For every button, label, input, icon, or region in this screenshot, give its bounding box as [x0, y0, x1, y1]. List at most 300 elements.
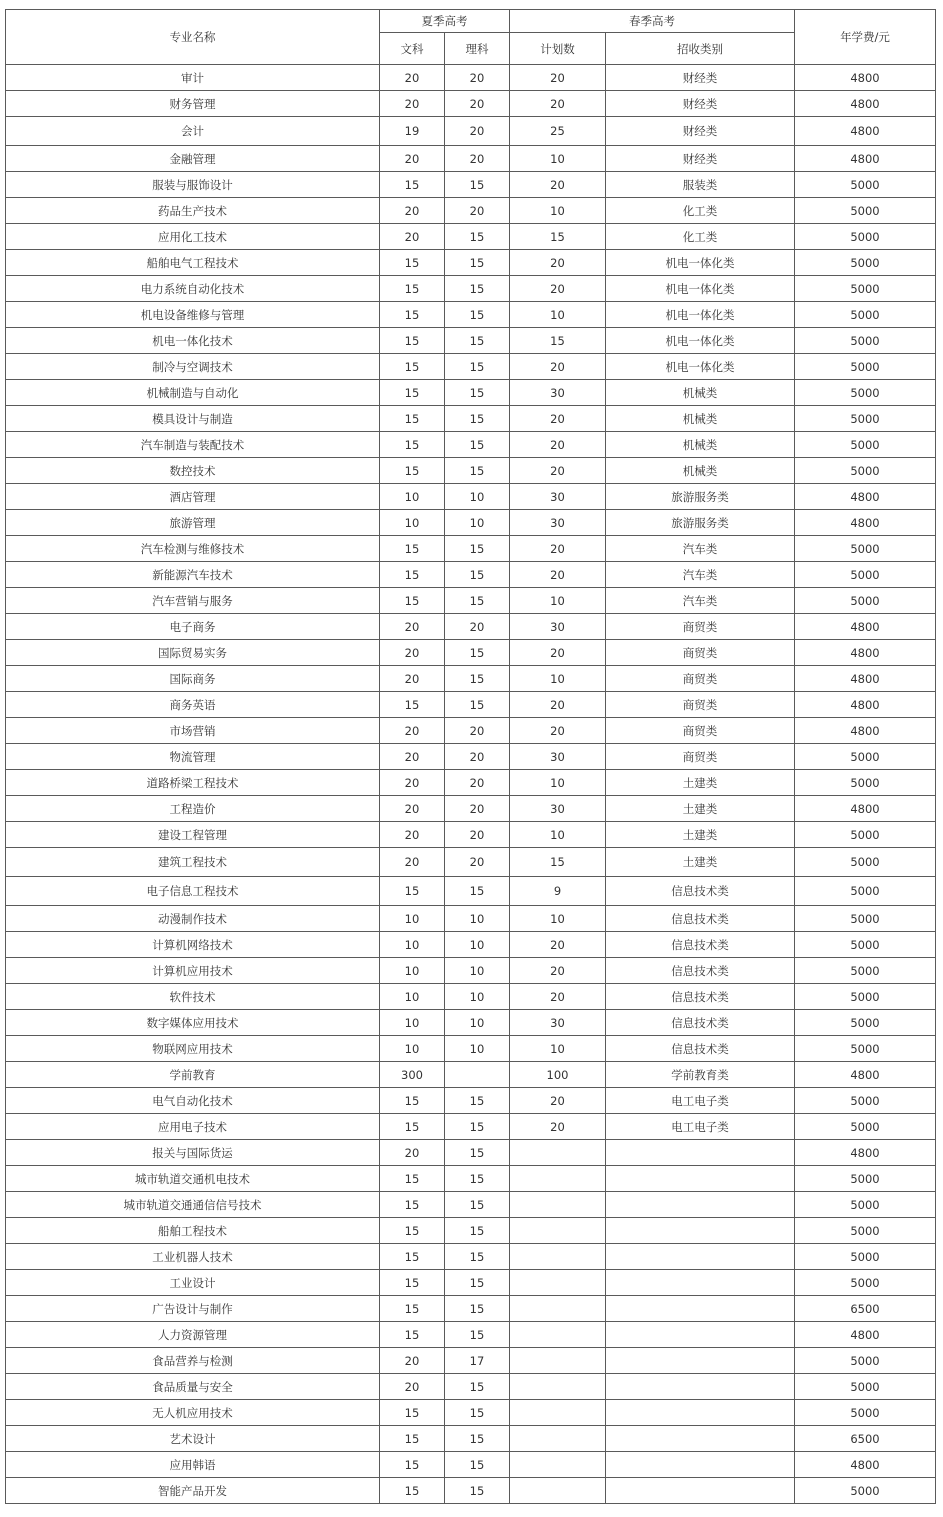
summer-arts-cell: 300	[380, 1062, 445, 1088]
major-cell: 数控技术	[6, 458, 380, 484]
table-row	[6, 614, 936, 640]
summer-science-cell: 20	[445, 744, 510, 770]
summer-arts-cell: 10	[380, 932, 445, 958]
spring-plan-cell: 10	[510, 770, 606, 796]
major-cell: 计算机网络技术	[6, 932, 380, 958]
table-row	[6, 770, 936, 796]
spring-category-cell: 机电一体化类	[606, 328, 795, 354]
spring-category-cell	[606, 1348, 795, 1374]
major-cell: 城市轨道交通机电技术	[6, 1166, 380, 1192]
table-row	[6, 1270, 936, 1296]
annual-fee-cell: 4800	[795, 614, 936, 640]
major-cell: 建筑工程技术	[6, 848, 380, 877]
table-row	[6, 198, 936, 224]
major-cell: 电子信息工程技术	[6, 877, 380, 906]
spring-category-cell: 化工类	[606, 198, 795, 224]
spring-plan-cell: 9	[510, 877, 606, 906]
spring-category-cell: 财经类	[606, 65, 795, 91]
spring-category-cell: 信息技术类	[606, 984, 795, 1010]
spring-category-cell: 学前教育类	[606, 1062, 795, 1088]
summer-science-cell: 10	[445, 1036, 510, 1062]
spring-category-cell: 商贸类	[606, 692, 795, 718]
table-row	[6, 65, 936, 91]
annual-fee-cell: 5000	[795, 770, 936, 796]
header-annual-fee: 年学费/元	[795, 10, 936, 65]
spring-category-cell: 汽车类	[606, 536, 795, 562]
annual-fee-cell: 4800	[795, 1452, 936, 1478]
major-cell: 新能源汽车技术	[6, 562, 380, 588]
summer-science-cell: 10	[445, 958, 510, 984]
spring-category-cell: 信息技术类	[606, 1010, 795, 1036]
header-category: 招收类别	[606, 33, 795, 65]
spring-plan-cell: 25	[510, 117, 606, 146]
spring-category-cell	[606, 1426, 795, 1452]
summer-science-cell: 15	[445, 1296, 510, 1322]
spring-plan-cell	[510, 1322, 606, 1348]
summer-science-cell: 15	[445, 1374, 510, 1400]
summer-science-cell: 15	[445, 1244, 510, 1270]
summer-arts-cell: 20	[380, 91, 445, 117]
summer-arts-cell: 20	[380, 718, 445, 744]
header-row-1	[6, 10, 936, 33]
summer-arts-cell: 15	[380, 1452, 445, 1478]
table-row	[6, 302, 936, 328]
summer-science-cell: 15	[445, 1088, 510, 1114]
spring-category-cell: 旅游服务类	[606, 484, 795, 510]
spring-plan-cell: 20	[510, 1088, 606, 1114]
spring-plan-cell	[510, 1426, 606, 1452]
table-row	[6, 250, 936, 276]
table-row	[6, 1348, 936, 1374]
header-major: 专业名称	[6, 10, 380, 65]
summer-arts-cell: 10	[380, 510, 445, 536]
annual-fee-cell: 4800	[795, 718, 936, 744]
major-cell: 审计	[6, 65, 380, 91]
summer-arts-cell: 15	[380, 1192, 445, 1218]
spring-category-cell	[606, 1452, 795, 1478]
summer-arts-cell: 20	[380, 666, 445, 692]
summer-science-cell: 15	[445, 1452, 510, 1478]
summer-science-cell: 20	[445, 146, 510, 172]
major-cell: 计算机应用技术	[6, 958, 380, 984]
spring-plan-cell: 10	[510, 198, 606, 224]
major-cell: 药品生产技术	[6, 198, 380, 224]
annual-fee-cell: 4800	[795, 796, 936, 822]
spring-category-cell: 汽车类	[606, 562, 795, 588]
table-row	[6, 1478, 936, 1504]
summer-arts-cell: 20	[380, 796, 445, 822]
major-cell: 工业设计	[6, 1270, 380, 1296]
summer-science-cell: 10	[445, 906, 510, 932]
major-cell: 酒店管理	[6, 484, 380, 510]
spring-plan-cell: 20	[510, 984, 606, 1010]
summer-science-cell: 10	[445, 932, 510, 958]
major-cell: 机电设备维修与管理	[6, 302, 380, 328]
table-row	[6, 877, 936, 906]
major-cell: 动漫制作技术	[6, 906, 380, 932]
table-row	[6, 848, 936, 877]
major-cell: 船舶电气工程技术	[6, 250, 380, 276]
table-row	[6, 276, 936, 302]
major-cell: 商务英语	[6, 692, 380, 718]
annual-fee-cell: 5000	[795, 1244, 936, 1270]
table-row	[6, 1166, 936, 1192]
table-row	[6, 1296, 936, 1322]
spring-plan-cell: 20	[510, 692, 606, 718]
major-cell: 道路桥梁工程技术	[6, 770, 380, 796]
annual-fee-cell: 4800	[795, 65, 936, 91]
table-row	[6, 1426, 936, 1452]
summer-science-cell: 15	[445, 380, 510, 406]
summer-science-cell: 15	[445, 1140, 510, 1166]
summer-arts-cell: 15	[380, 1114, 445, 1140]
table-row	[6, 1322, 936, 1348]
summer-arts-cell: 15	[380, 380, 445, 406]
table-body	[6, 65, 936, 1504]
summer-arts-cell: 20	[380, 640, 445, 666]
table-row	[6, 562, 936, 588]
table-row	[6, 380, 936, 406]
spring-category-cell	[606, 1374, 795, 1400]
table-row	[6, 932, 936, 958]
annual-fee-cell: 5000	[795, 906, 936, 932]
summer-arts-cell: 15	[380, 692, 445, 718]
spring-plan-cell	[510, 1270, 606, 1296]
annual-fee-cell: 5000	[795, 1374, 936, 1400]
annual-fee-cell: 5000	[795, 328, 936, 354]
spring-plan-cell: 10	[510, 822, 606, 848]
major-cell: 物联网应用技术	[6, 1036, 380, 1062]
major-cell: 机械制造与自动化	[6, 380, 380, 406]
summer-science-cell: 20	[445, 718, 510, 744]
spring-plan-cell: 20	[510, 354, 606, 380]
annual-fee-cell: 6500	[795, 1296, 936, 1322]
spring-category-cell: 土建类	[606, 848, 795, 877]
table-row	[6, 984, 936, 1010]
major-cell: 食品营养与检测	[6, 1348, 380, 1374]
spring-plan-cell: 20	[510, 276, 606, 302]
summer-arts-cell: 10	[380, 984, 445, 1010]
spring-plan-cell: 30	[510, 484, 606, 510]
spring-category-cell: 信息技术类	[606, 906, 795, 932]
summer-science-cell: 15	[445, 588, 510, 614]
table-row	[6, 432, 936, 458]
spring-category-cell	[606, 1400, 795, 1426]
table-row	[6, 718, 936, 744]
summer-arts-cell: 20	[380, 822, 445, 848]
table-row	[6, 406, 936, 432]
spring-category-cell: 化工类	[606, 224, 795, 250]
major-cell: 应用化工技术	[6, 224, 380, 250]
major-cell: 汽车制造与装配技术	[6, 432, 380, 458]
major-cell: 艺术设计	[6, 1426, 380, 1452]
annual-fee-cell: 5000	[795, 380, 936, 406]
annual-fee-cell: 5000	[795, 1270, 936, 1296]
header-science: 理科	[445, 33, 510, 65]
annual-fee-cell: 6500	[795, 1426, 936, 1452]
spring-plan-cell: 20	[510, 718, 606, 744]
annual-fee-cell: 5000	[795, 1088, 936, 1114]
annual-fee-cell: 5000	[795, 302, 936, 328]
summer-science-cell: 20	[445, 117, 510, 146]
table-row	[6, 1452, 936, 1478]
major-cell: 应用韩语	[6, 1452, 380, 1478]
major-cell: 制冷与空调技术	[6, 354, 380, 380]
summer-arts-cell: 10	[380, 1010, 445, 1036]
major-cell: 建设工程管理	[6, 822, 380, 848]
annual-fee-cell: 5000	[795, 1114, 936, 1140]
summer-science-cell: 10	[445, 484, 510, 510]
annual-fee-cell: 4800	[795, 510, 936, 536]
summer-science-cell: 15	[445, 1478, 510, 1504]
spring-category-cell: 机械类	[606, 380, 795, 406]
major-cell: 会计	[6, 117, 380, 146]
table-row	[6, 1400, 936, 1426]
spring-plan-cell	[510, 1192, 606, 1218]
spring-plan-cell	[510, 1348, 606, 1374]
annual-fee-cell: 5000	[795, 1010, 936, 1036]
annual-fee-cell: 5000	[795, 744, 936, 770]
summer-science-cell: 15	[445, 406, 510, 432]
table-row	[6, 692, 936, 718]
major-cell: 电子商务	[6, 614, 380, 640]
major-cell: 报关与国际货运	[6, 1140, 380, 1166]
major-cell: 学前教育	[6, 1062, 380, 1088]
summer-arts-cell: 15	[380, 1088, 445, 1114]
summer-science-cell: 15	[445, 458, 510, 484]
spring-category-cell: 信息技术类	[606, 932, 795, 958]
annual-fee-cell: 5000	[795, 984, 936, 1010]
summer-arts-cell: 20	[380, 1374, 445, 1400]
spring-category-cell	[606, 1478, 795, 1504]
summer-arts-cell: 15	[380, 536, 445, 562]
major-cell: 国际商务	[6, 666, 380, 692]
spring-category-cell	[606, 1140, 795, 1166]
major-cell: 国际贸易实务	[6, 640, 380, 666]
spring-plan-cell: 20	[510, 250, 606, 276]
spring-category-cell: 信息技术类	[606, 877, 795, 906]
spring-category-cell	[606, 1166, 795, 1192]
summer-arts-cell: 15	[380, 250, 445, 276]
table-row	[6, 958, 936, 984]
major-cell: 应用电子技术	[6, 1114, 380, 1140]
spring-category-cell: 电工电子类	[606, 1088, 795, 1114]
summer-science-cell: 20	[445, 614, 510, 640]
table-row	[6, 1036, 936, 1062]
annual-fee-cell: 5000	[795, 458, 936, 484]
spring-plan-cell	[510, 1374, 606, 1400]
summer-science-cell: 15	[445, 562, 510, 588]
table-row	[6, 1062, 936, 1088]
annual-fee-cell: 5000	[795, 172, 936, 198]
spring-category-cell: 机电一体化类	[606, 250, 795, 276]
summer-arts-cell: 10	[380, 958, 445, 984]
annual-fee-cell: 4800	[795, 484, 936, 510]
spring-plan-cell	[510, 1452, 606, 1478]
spring-category-cell: 电工电子类	[606, 1114, 795, 1140]
spring-category-cell: 机械类	[606, 406, 795, 432]
table-row	[6, 822, 936, 848]
major-cell: 数字媒体应用技术	[6, 1010, 380, 1036]
spring-category-cell: 机电一体化类	[606, 354, 795, 380]
summer-arts-cell: 10	[380, 906, 445, 932]
summer-science-cell: 15	[445, 302, 510, 328]
annual-fee-cell: 5000	[795, 877, 936, 906]
major-cell: 工程造价	[6, 796, 380, 822]
table-row	[6, 354, 936, 380]
spring-plan-cell: 10	[510, 146, 606, 172]
annual-fee-cell: 5000	[795, 198, 936, 224]
summer-science-cell: 15	[445, 224, 510, 250]
summer-science-cell: 15	[445, 328, 510, 354]
major-cell: 服装与服饰设计	[6, 172, 380, 198]
spring-plan-cell: 10	[510, 1036, 606, 1062]
spring-plan-cell: 10	[510, 302, 606, 328]
table-row	[6, 484, 936, 510]
spring-plan-cell: 30	[510, 1010, 606, 1036]
summer-science-cell: 15	[445, 172, 510, 198]
annual-fee-cell: 4800	[795, 692, 936, 718]
summer-science-cell: 20	[445, 91, 510, 117]
spring-category-cell: 机械类	[606, 458, 795, 484]
table-row	[6, 117, 936, 146]
annual-fee-cell: 5000	[795, 1478, 936, 1504]
spring-category-cell: 商贸类	[606, 744, 795, 770]
summer-science-cell: 20	[445, 65, 510, 91]
annual-fee-cell: 5000	[795, 432, 936, 458]
major-cell: 人力资源管理	[6, 1322, 380, 1348]
spring-plan-cell: 20	[510, 172, 606, 198]
summer-science-cell: 17	[445, 1348, 510, 1374]
spring-category-cell	[606, 1244, 795, 1270]
summer-science-cell: 15	[445, 1400, 510, 1426]
major-cell: 广告设计与制作	[6, 1296, 380, 1322]
major-cell: 物流管理	[6, 744, 380, 770]
annual-fee-cell: 5000	[795, 406, 936, 432]
spring-category-cell	[606, 1322, 795, 1348]
spring-category-cell: 汽车类	[606, 588, 795, 614]
table-row	[6, 91, 936, 117]
table-row	[6, 1374, 936, 1400]
spring-category-cell: 土建类	[606, 822, 795, 848]
major-cell: 机电一体化技术	[6, 328, 380, 354]
summer-science-cell: 20	[445, 770, 510, 796]
spring-plan-cell	[510, 1140, 606, 1166]
table-row	[6, 640, 936, 666]
annual-fee-cell: 5000	[795, 276, 936, 302]
major-cell: 财务管理	[6, 91, 380, 117]
summer-arts-cell: 15	[380, 1296, 445, 1322]
spring-plan-cell: 20	[510, 1114, 606, 1140]
spring-category-cell	[606, 1192, 795, 1218]
summer-arts-cell: 15	[380, 354, 445, 380]
annual-fee-cell: 5000	[795, 250, 936, 276]
spring-plan-cell	[510, 1244, 606, 1270]
summer-arts-cell: 10	[380, 484, 445, 510]
spring-category-cell: 商贸类	[606, 666, 795, 692]
annual-fee-cell: 5000	[795, 224, 936, 250]
spring-plan-cell: 10	[510, 588, 606, 614]
summer-science-cell: 15	[445, 666, 510, 692]
summer-arts-cell: 20	[380, 848, 445, 877]
summer-arts-cell: 20	[380, 1140, 445, 1166]
summer-science-cell: 15	[445, 877, 510, 906]
table-row	[6, 1218, 936, 1244]
annual-fee-cell: 5000	[795, 354, 936, 380]
annual-fee-cell: 5000	[795, 588, 936, 614]
major-cell: 船舶工程技术	[6, 1218, 380, 1244]
spring-category-cell	[606, 1218, 795, 1244]
annual-fee-cell: 5000	[795, 1036, 936, 1062]
summer-science-cell: 15	[445, 692, 510, 718]
summer-arts-cell: 15	[380, 406, 445, 432]
major-cell: 食品质量与安全	[6, 1374, 380, 1400]
spring-plan-cell: 30	[510, 380, 606, 406]
spring-plan-cell: 20	[510, 640, 606, 666]
major-cell: 旅游管理	[6, 510, 380, 536]
spring-category-cell	[606, 1296, 795, 1322]
table-row	[6, 1088, 936, 1114]
table-header	[6, 10, 936, 65]
annual-fee-cell: 4800	[795, 146, 936, 172]
summer-arts-cell: 15	[380, 172, 445, 198]
major-cell: 软件技术	[6, 984, 380, 1010]
summer-arts-cell: 15	[380, 458, 445, 484]
summer-science-cell: 15	[445, 276, 510, 302]
summer-science-cell: 15	[445, 1270, 510, 1296]
table-row	[6, 1244, 936, 1270]
spring-plan-cell: 30	[510, 614, 606, 640]
summer-arts-cell: 20	[380, 614, 445, 640]
table-row	[6, 146, 936, 172]
annual-fee-cell: 4800	[795, 1062, 936, 1088]
major-cell: 智能产品开发	[6, 1478, 380, 1504]
header-spring-exam: 春季高考	[510, 10, 795, 33]
table-row	[6, 328, 936, 354]
summer-arts-cell: 15	[380, 1400, 445, 1426]
spring-plan-cell: 20	[510, 406, 606, 432]
spring-plan-cell: 20	[510, 958, 606, 984]
spring-plan-cell: 20	[510, 65, 606, 91]
spring-category-cell: 信息技术类	[606, 958, 795, 984]
summer-arts-cell: 15	[380, 1322, 445, 1348]
annual-fee-cell: 5000	[795, 1400, 936, 1426]
summer-arts-cell: 20	[380, 224, 445, 250]
summer-arts-cell: 15	[380, 588, 445, 614]
major-cell: 金融管理	[6, 146, 380, 172]
spring-category-cell: 服装类	[606, 172, 795, 198]
summer-science-cell: 20	[445, 198, 510, 224]
spring-plan-cell: 15	[510, 224, 606, 250]
major-cell: 电力系统自动化技术	[6, 276, 380, 302]
annual-fee-cell: 5000	[795, 1348, 936, 1374]
table-row	[6, 1114, 936, 1140]
summer-arts-cell: 19	[380, 117, 445, 146]
spring-plan-cell: 10	[510, 666, 606, 692]
spring-plan-cell	[510, 1166, 606, 1192]
major-cell: 工业机器人技术	[6, 1244, 380, 1270]
annual-fee-cell: 4800	[795, 117, 936, 146]
major-cell: 模具设计与制造	[6, 406, 380, 432]
summer-arts-cell: 20	[380, 146, 445, 172]
spring-plan-cell: 20	[510, 432, 606, 458]
major-cell: 无人机应用技术	[6, 1400, 380, 1426]
summer-arts-cell: 20	[380, 1348, 445, 1374]
spring-plan-cell: 15	[510, 848, 606, 877]
annual-fee-cell: 4800	[795, 640, 936, 666]
summer-arts-cell: 20	[380, 770, 445, 796]
summer-science-cell	[445, 1062, 510, 1088]
